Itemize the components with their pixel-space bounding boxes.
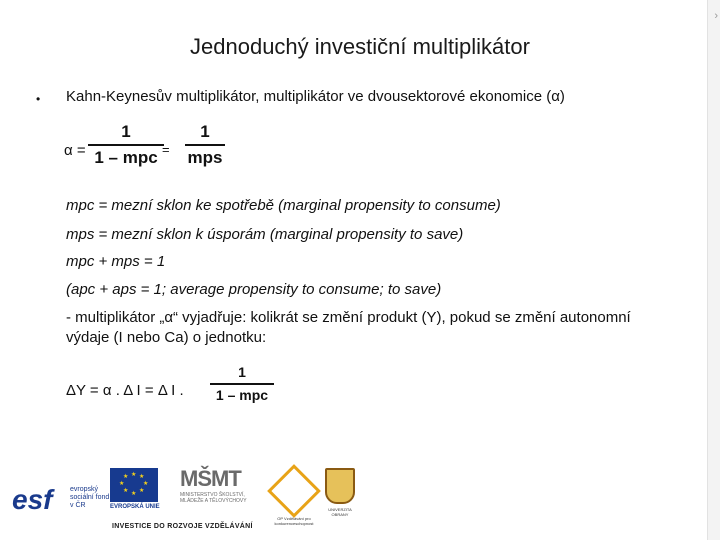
shield-icon — [325, 468, 355, 504]
fraction-bar — [88, 144, 164, 146]
side-scroll-strip — [707, 0, 720, 540]
fraction-bar — [185, 144, 225, 146]
bullet-icon: • — [36, 92, 41, 106]
fraction-one-minus-mpc — [88, 122, 164, 168]
footer-logos — [0, 462, 360, 540]
fraction-denominator: mps — [187, 148, 223, 167]
msmt-logo — [180, 466, 260, 516]
university-logo — [322, 468, 358, 524]
eu-flag-logo — [110, 468, 160, 512]
eu-label: EVROPSKÁ UNIE — [110, 504, 160, 510]
msmt-word: MŠMT — [180, 466, 241, 491]
fraction-numerator: 1 — [238, 364, 246, 380]
op-vk-logo — [272, 466, 316, 526]
fraction-delta — [210, 364, 274, 404]
footer-tagline: INVESTICE DO ROZVOJE VZDĚLÁVÁNÍ — [112, 523, 253, 530]
university-label: UNIVERZITA OBRANY — [328, 507, 352, 517]
alpha-lhs: α = — [64, 142, 86, 159]
intro-text: Kahn-Keynesův multiplikátor, multiplikátor ve dvousektorové ekonomice (α) — [66, 88, 565, 105]
delta-y-formula: ΔY = α . Δ I = Δ I . — [66, 382, 184, 399]
identity-mpc-mps: mpc + mps = 1 — [66, 253, 166, 270]
equals-sign: = — [162, 142, 170, 157]
esf-word: esf — [12, 484, 53, 515]
identity-apc-aps: (apc + aps = 1; average propensity to consume; to save) — [66, 281, 442, 298]
esf-logo — [10, 468, 110, 528]
op-label: OP Vzdělávání pro konkurenceschopnost — [274, 516, 314, 526]
fraction-denominator: 1 – mpc — [94, 148, 158, 167]
esf-subtitle: evropský sociální fond v ČR — [70, 486, 110, 509]
fraction-numerator: 1 — [121, 122, 131, 141]
multiplier-explanation: - multiplikátor „α“ vyjadřuje: kolikrát se změní produkt (Y), pokud se změní autonomní výdaje (I nebo Ca) o jednotku: — [66, 309, 631, 346]
chevron-right-icon[interactable]: › — [714, 10, 718, 22]
slide-title: Jednoduchý investiční multiplikátor — [190, 34, 530, 59]
msmt-subtitle: MINISTERSTVO ŠKOLSTVÍ, MLÁDEŽE A TĚLOVÝCHOVY — [180, 492, 247, 504]
fraction-denominator: 1 – mpc — [215, 387, 269, 403]
eu-flag-icon: ★ ★ ★ ★ ★ ★ ★ ★ — [110, 468, 158, 502]
fraction-bar — [210, 383, 274, 385]
fraction-mps — [185, 122, 225, 168]
definition-mps: mps = mezní sklon k úsporám (marginal propensity to save) — [66, 226, 464, 243]
op-diamond-icon — [267, 464, 321, 518]
fraction-numerator: 1 — [200, 122, 210, 141]
definition-mpc: mpc = mezní sklon ke spotřebě (marginal propensity to consume) — [66, 197, 501, 214]
